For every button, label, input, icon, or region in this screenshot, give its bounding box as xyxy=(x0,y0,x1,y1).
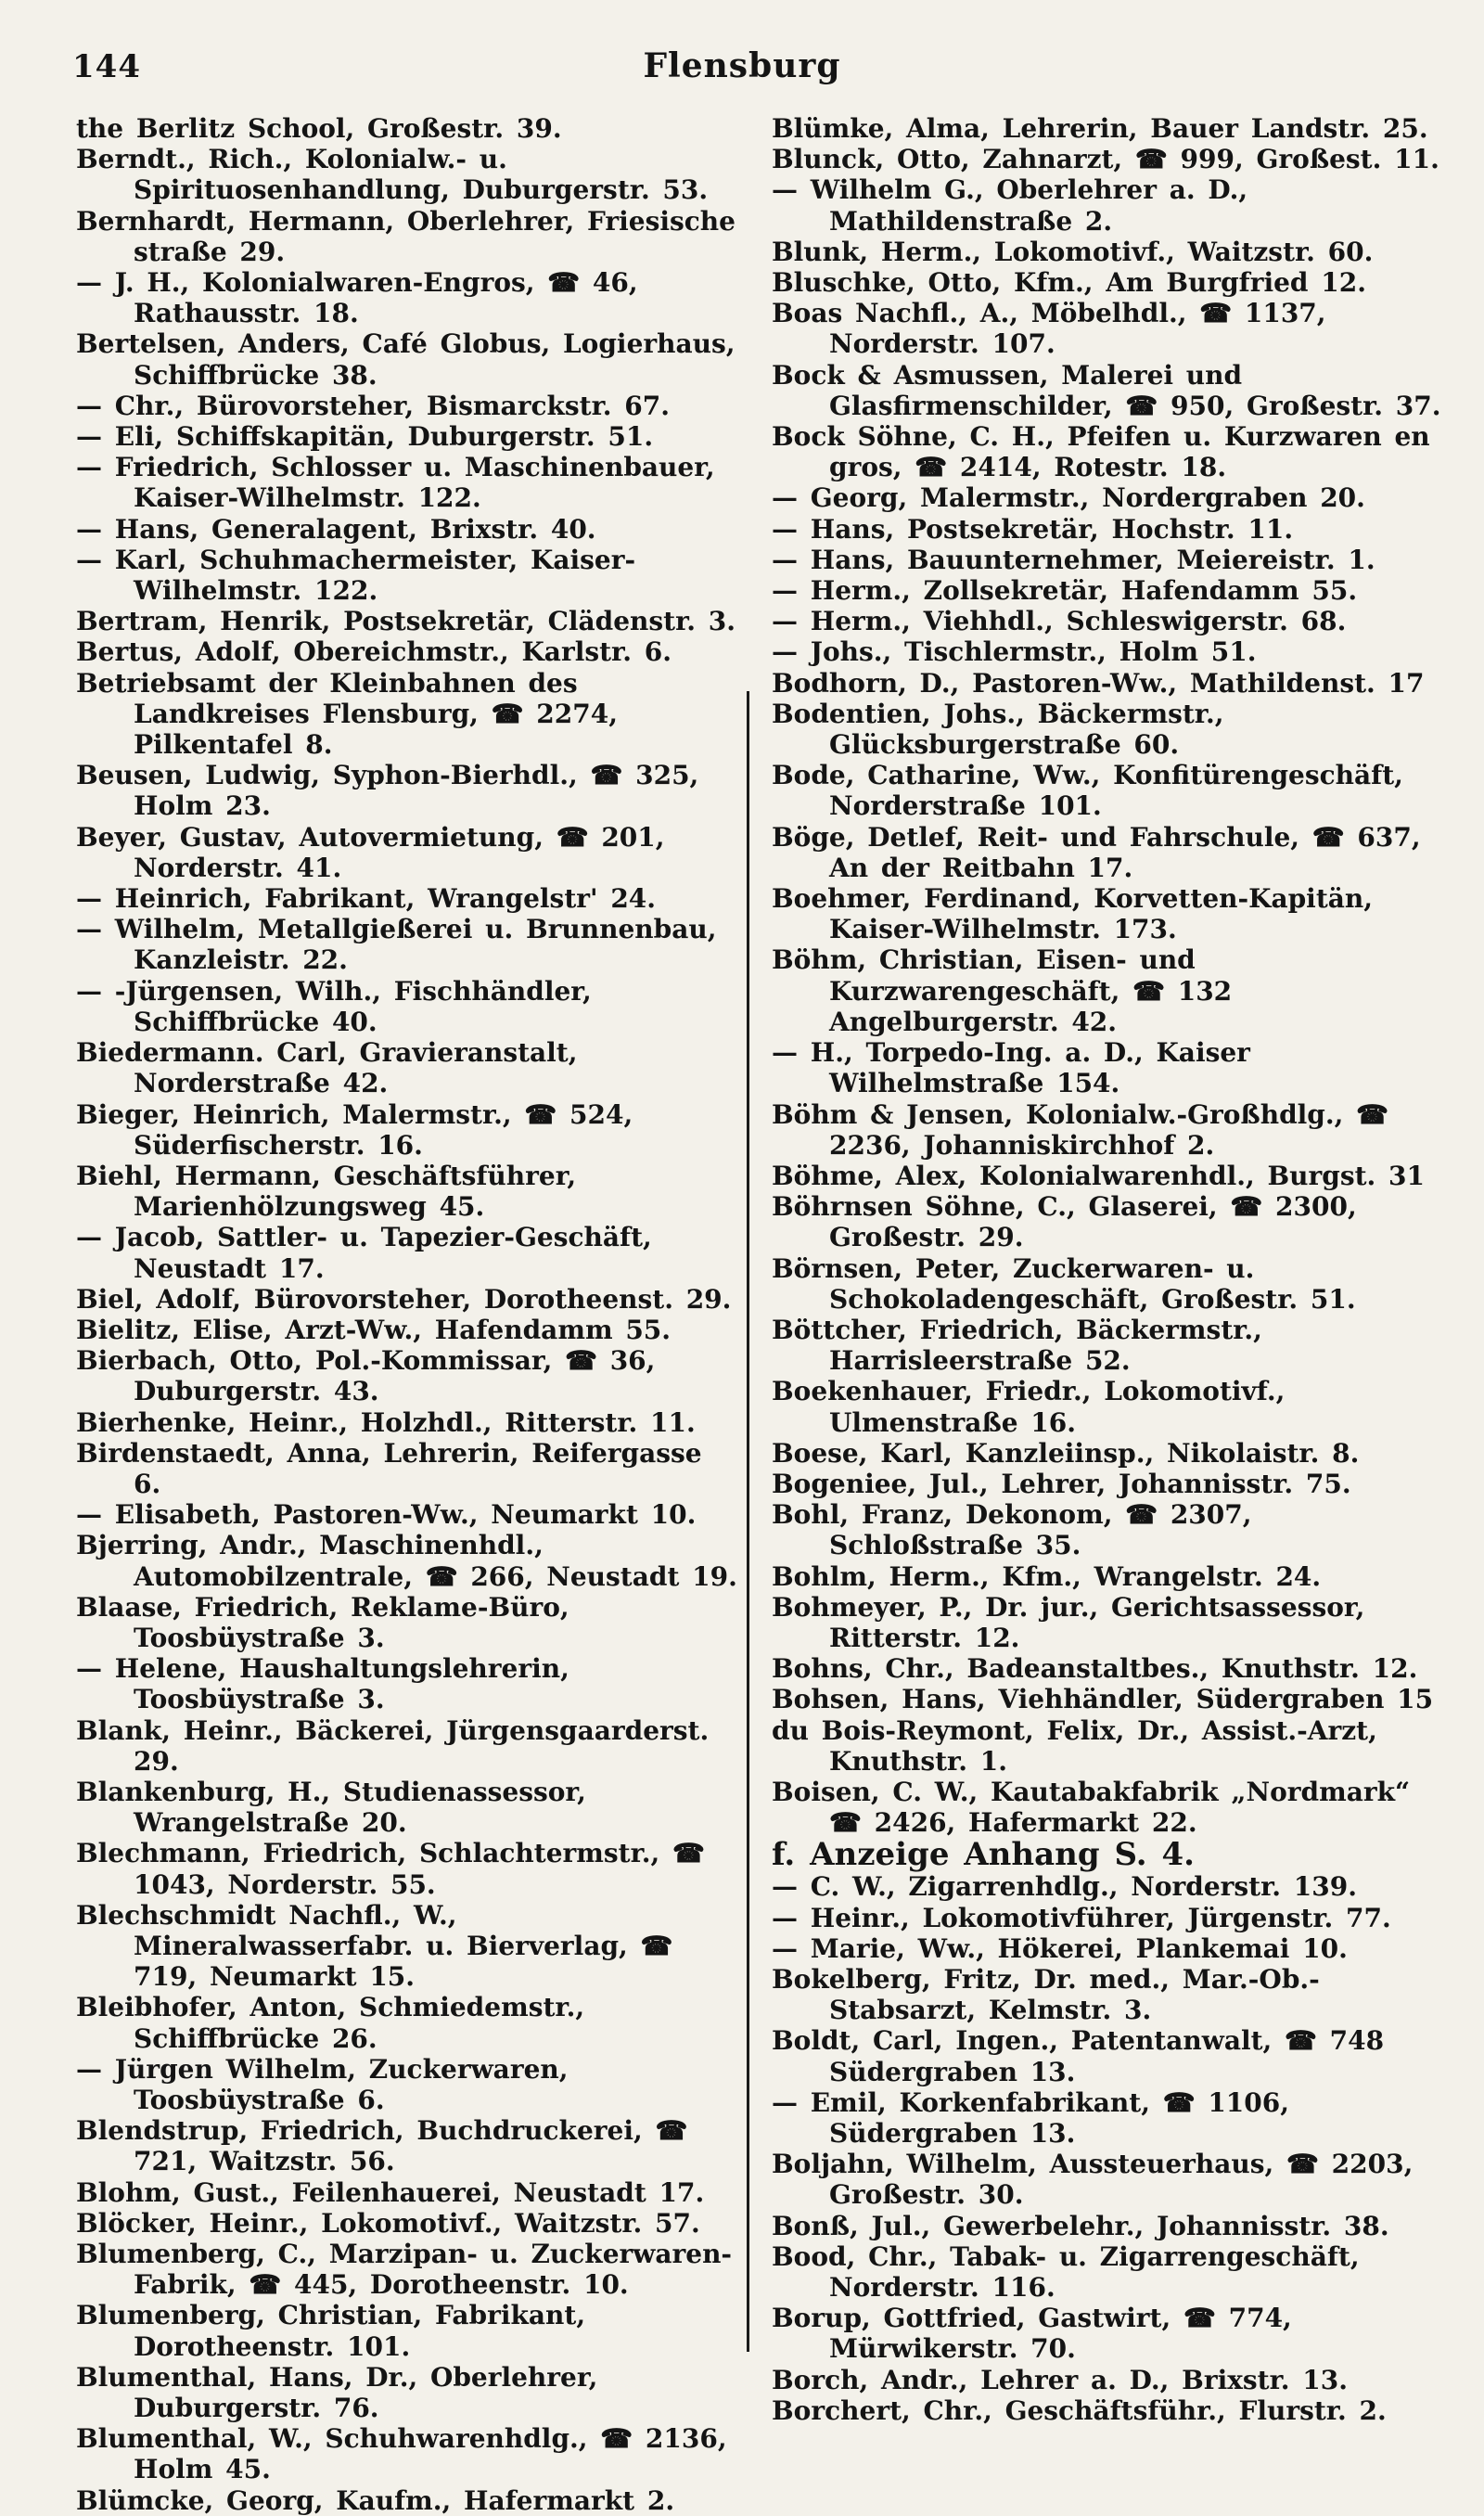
directory-entry: Betriebsamt der Kleinbahnen des Landkreises Flensburg, ☎ 2274, Pilkentafel 8. xyxy=(76,667,618,761)
directory-entry: Bood, Chr., Tabak- u. Zigarrengeschäft, Norderstr. 116. xyxy=(772,2240,1360,2304)
directory-entry: — Heinr., Lokomotivführer, Jürgenstr. 77. xyxy=(772,1902,1391,1933)
directory-entry: Bernhardt, Hermann, Oberlehrer, Friesische straße 29. xyxy=(76,205,736,267)
directory-entry: — H., Torpedo-Ing. a. D., Kaiser Wilhelmstraße 154. xyxy=(772,1037,1250,1099)
directory-entry: Beyer, Gustav, Autovermietung, ☎ 201, Norderstr. 41. xyxy=(76,821,665,883)
directory-entry: Bielitz, Elise, Arzt-Ww., Hafendamm 55. xyxy=(76,1314,672,1345)
directory-entry: f. Anzeige Anhang S. 4. xyxy=(772,1836,1195,1874)
directory-entry: Bierbach, Otto, Pol.-Kommissar, ☎ 36, Duburgerstr. 43. xyxy=(76,1345,656,1407)
directory-entry: Bode, Catharine, Ww., Konfitürengeschäft, Norderstraße 101. xyxy=(772,760,1403,822)
directory-entry: Boisen, C. W., Kautabakfabrik „Nordmark“ ☎ 2426, Hafermarkt 22. xyxy=(772,1776,1411,1839)
directory-entry: Bertram, Henrik, Postsekretär, Clädenstr. 3. xyxy=(76,606,736,637)
directory-entry: Bokelberg, Fritz, Dr. med., Mar.-Ob.-Stabsarzt, Kelmstr. 3. xyxy=(772,1963,1320,2026)
page-number: 144 xyxy=(72,48,141,85)
directory-entry: — Wilhelm, Metallgießerei u. Brunnenbau, Kanzleistr. 22. xyxy=(76,914,717,976)
directory-entry: du Bois-Reymont, Felix, Dr., Assist.-Arzt, Knuthstr. 1. xyxy=(772,1714,1377,1777)
directory-entry: Boese, Karl, Kanzleiinsp., Nikolaistr. 8. xyxy=(772,1437,1360,1469)
directory-entry: Böhrnsen Söhne, C., Glaserei, ☎ 2300, Großestr. 29. xyxy=(772,1191,1357,1253)
directory-entry: Bock Söhne, C. H., Pfeifen u. Kurzwaren en gros, ☎ 2414, Rotestr. 18. xyxy=(772,421,1430,483)
directory-entry: Biel, Adolf, Bürovorsteher, Dorotheenst. 29. xyxy=(76,1283,732,1315)
directory-entry: Böhme, Alex, Kolonialwarenhdl., Burgst. 31 xyxy=(772,1160,1425,1191)
directory-entry: — Herm., Viehhdl., Schleswigerstr. 68. xyxy=(772,606,1347,637)
directory-entry: Boljahn, Wilhelm, Aussteuerhaus, ☎ 2203, Großestr. 30. xyxy=(772,2149,1414,2211)
directory-entry: Biedermann. Carl, Gravieranstalt, Norderstraße 42. xyxy=(76,1037,578,1099)
directory-entry: Blendstrup, Friedrich, Buchdruckerei, ☎ 721, Waitzstr. 56. xyxy=(76,2115,688,2177)
directory-entry: Blumenberg, Christian, Fabrikant, Dorotheenstr. 101. xyxy=(76,2300,586,2362)
directory-entry: — Friedrich, Schlosser u. Maschinenbauer, Kaiser-Wilhelmstr. 122. xyxy=(76,452,715,514)
directory-entry: Borup, Gottfried, Gastwirt, ☎ 774, Mürwikerstr. 70. xyxy=(772,2303,1292,2365)
directory-entry: Bohns, Chr., Badeanstaltbes., Knuthstr. 12. xyxy=(772,1653,1418,1685)
directory-entry: Bock & Asmussen, Malerei und Glasfirmenschilder, ☎ 950, Großestr. 37. xyxy=(772,359,1441,421)
directory-entry: Bodhorn, D., Pastoren-Ww., Mathildenst. 17 xyxy=(772,667,1425,699)
directory-entry: Blumenberg, C., Marzipan- u. Zuckerwaren-Fabrik, ☎ 445, Dorotheenstr. 10. xyxy=(76,2239,733,2301)
directory-entry: — Johs., Tischlermstr., Holm 51. xyxy=(772,636,1257,668)
directory-entry: Blöcker, Heinr., Lokomotivf., Waitzstr. 57. xyxy=(76,2207,700,2239)
directory-entry: — -Jürgensen, Wilh., Fischhändler, Schiffbrücke 40. xyxy=(76,975,592,1037)
directory-entry: Bieger, Heinrich, Malermstr., ☎ 524, Süderfischerstr. 16. xyxy=(76,1098,633,1161)
directory-entry: Beusen, Ludwig, Syphon-Bierhdl., ☎ 325, Holm 23. xyxy=(76,760,699,822)
directory-entry: Bluschke, Otto, Kfm., Am Burgfried 12. xyxy=(772,267,1366,299)
directory-entry: — Helene, Haushaltungslehrerin, Toosbüystraße 3. xyxy=(76,1653,569,1715)
directory-entry: Blank, Heinr., Bäckerei, Jürgensgaarderst. 29. xyxy=(76,1714,710,1777)
directory-entry: Bjerring, Andr., Maschinenhdl., Automobilzentrale, ☎ 266, Neustadt 19. xyxy=(76,1530,737,1592)
directory-entry: Böhm, Christian, Eisen- und Kurzwarengeschäft, ☎ 132 Angelburgerstr. 42. xyxy=(772,944,1233,1037)
directory-entry: — Eli, Schiffskapitän, Duburgerstr. 51. xyxy=(76,421,654,453)
directory-entry: Bogeniee, Jul., Lehrer, Johannisstr. 75. xyxy=(772,1468,1351,1499)
directory-entry: Borch, Andr., Lehrer a. D., Brixstr. 13. xyxy=(772,2364,1349,2395)
directory-entry: Boehmer, Ferdinand, Korvetten-Kapitän, Kaiser-Wilhelmstr. 173. xyxy=(772,883,1373,945)
directory-entry: Blunk, Herm., Lokomotivf., Waitzstr. 60. xyxy=(772,236,1374,267)
directory-entry: Blechschmidt Nachfl., W., Mineralwasserfabr. u. Bierverlag, ☎ 719, Neumarkt 15. xyxy=(76,1899,673,1993)
directory-entry: — Hans, Bauunternehmer, Meiereistr. 1. xyxy=(772,544,1375,575)
directory-entry: Birdenstaedt, Anna, Lehrerin, Reifergasse 6. xyxy=(76,1437,702,1499)
directory-entry: Blümcke, Georg, Kaufm., Hafermarkt 2. xyxy=(76,2484,675,2516)
directory-entry: — Georg, Malermstr., Nordergraben 20. xyxy=(772,482,1365,514)
directory-entry: — Emil, Korkenfabrikant, ☎ 1106, Südergraben 13. xyxy=(772,2086,1289,2149)
directory-entry: Bohmeyer, P., Dr. jur., Gerichtsassessor, Ritterstr. 12. xyxy=(772,1591,1365,1653)
directory-entry: Boekenhauer, Friedr., Lokomotivf., Ulmenstraße 16. xyxy=(772,1376,1286,1438)
directory-entry: the Berlitz School, Großestr. 39. xyxy=(76,113,562,144)
directory-entry: — Chr., Bürovorsteher, Bismarckstr. 67. xyxy=(76,390,670,421)
directory-entry: Bertus, Adolf, Obereichmstr., Karlstr. 6. xyxy=(76,636,672,668)
directory-entry: Bierhenke, Heinr., Holzhdl., Ritterstr. 11. xyxy=(76,1406,696,1438)
directory-entry: Boas Nachfl., A., Möbelhdl., ☎ 1137, Norderstr. 107. xyxy=(772,298,1326,360)
directory-entry: Blankenburg, H., Studienassessor, Wrangelstraße 20. xyxy=(76,1776,586,1839)
directory-entry: Bohlm, Herm., Kfm., Wrangelstr. 24. xyxy=(772,1560,1322,1592)
directory-entry: Blümke, Alma, Lehrerin, Bauer Landstr. 25. xyxy=(772,113,1428,144)
directory-entry: Boldt, Carl, Ingen., Patentanwalt, ☎ 748 Südergraben 13. xyxy=(772,2025,1385,2087)
directory-entry: Blumenthal, Hans, Dr., Oberlehrer, Duburgerstr. 76. xyxy=(76,2361,598,2424)
directory-entry: Borchert, Chr., Geschäftsführ., Flurstr. 2. xyxy=(772,2394,1387,2426)
directory-entry: Börnsen, Peter, Zuckerwaren- u. Schokoladengeschäft, Großestr. 51. xyxy=(772,1252,1356,1315)
right-column xyxy=(772,113,1444,2426)
directory-entry: Berndt., Rich., Kolonialw.- u. Spirituosenhandlung, Duburgerstr. 53. xyxy=(76,144,709,206)
directory-entry: — Hans, Generalagent, Brixstr. 40. xyxy=(76,513,596,545)
directory-entry: — Jürgen Wilhelm, Zuckerwaren, Toosbüystraße 6. xyxy=(76,2053,569,2115)
directory-entry: Biehl, Hermann, Geschäftsführer, Marienhölzungsweg 45. xyxy=(76,1160,577,1223)
left-column xyxy=(76,113,739,2516)
directory-entry: — Herm., Zollsekretär, Hafendamm 55. xyxy=(772,575,1358,607)
directory-entry: — Elisabeth, Pastoren-Ww., Neumarkt 10. xyxy=(76,1499,697,1531)
directory-entry: Blunck, Otto, Zahnarzt, ☎ 999, Großest. 11. xyxy=(772,144,1439,175)
directory-entry: Bleibhofer, Anton, Schmiedemstr., Schiffbrücke 26. xyxy=(76,1992,585,2054)
directory-entry: — Karl, Schuhmachermeister, Kaiser-Wilhelmstr. 122. xyxy=(76,544,636,607)
directory-entry: Bonß, Jul., Gewerbelehr., Johannisstr. 38. xyxy=(772,2210,1389,2241)
page-title: Flensburg xyxy=(643,46,841,85)
directory-entry: Blumenthal, W., Schuhwarenhdlg., ☎ 2136, Holm 45. xyxy=(76,2423,727,2485)
column-divider xyxy=(747,691,749,2352)
directory-entry: — Jacob, Sattler- u. Tapezier-Geschäft, Neustadt 17. xyxy=(76,1222,652,1284)
directory-entry: — Heinrich, Fabrikant, Wrangelstr' 24. xyxy=(76,883,657,915)
directory-entry: — Marie, Ww., Hökerei, Plankemai 10. xyxy=(772,1932,1348,1964)
directory-entry: Böttcher, Friedrich, Bäckermstr., Harrisleerstraße 52. xyxy=(772,1314,1262,1377)
directory-entry: Blaase, Friedrich, Reklame-Büro, Toosbüystraße 3. xyxy=(76,1591,569,1653)
directory-entry: Blohm, Gust., Feilenhauerei, Neustadt 17. xyxy=(76,2176,705,2208)
directory-entry: — Wilhelm G., Oberlehrer a. D., Mathildenstraße 2. xyxy=(772,174,1248,237)
directory-entry: Bertelsen, Anders, Café Globus, Logierhaus, Schiffbrücke 38. xyxy=(76,328,736,391)
directory-entry: Böge, Detlef, Reit- und Fahrschule, ☎ 637, An der Reitbahn 17. xyxy=(772,821,1421,883)
directory-entry: Böhm & Jensen, Kolonialw.-Großhdlg., ☎ 2236, Johanniskirchhof 2. xyxy=(772,1098,1388,1161)
directory-entry: — J. H., Kolonialwaren-Engros, ☎ 46, Rathausstr. 18. xyxy=(76,267,638,329)
directory-entry: — C. W., Zigarrenhdlg., Norderstr. 139. xyxy=(772,1871,1357,1903)
directory-entry: Bodentien, Johs., Bäckermstr., Glücksburgerstraße 60. xyxy=(772,698,1224,761)
directory-entry: Bohl, Franz, Dekonom, ☎ 2307, Schloßstraße 35. xyxy=(772,1499,1252,1561)
directory-entry: Bohsen, Hans, Viehhändler, Südergraben 15 xyxy=(772,1684,1434,1715)
directory-entry: Blechmann, Friedrich, Schlachtermstr., ☎ 1043, Norderstr. 55. xyxy=(76,1838,705,1900)
directory-entry: — Hans, Postsekretär, Hochstr. 11. xyxy=(772,513,1294,545)
